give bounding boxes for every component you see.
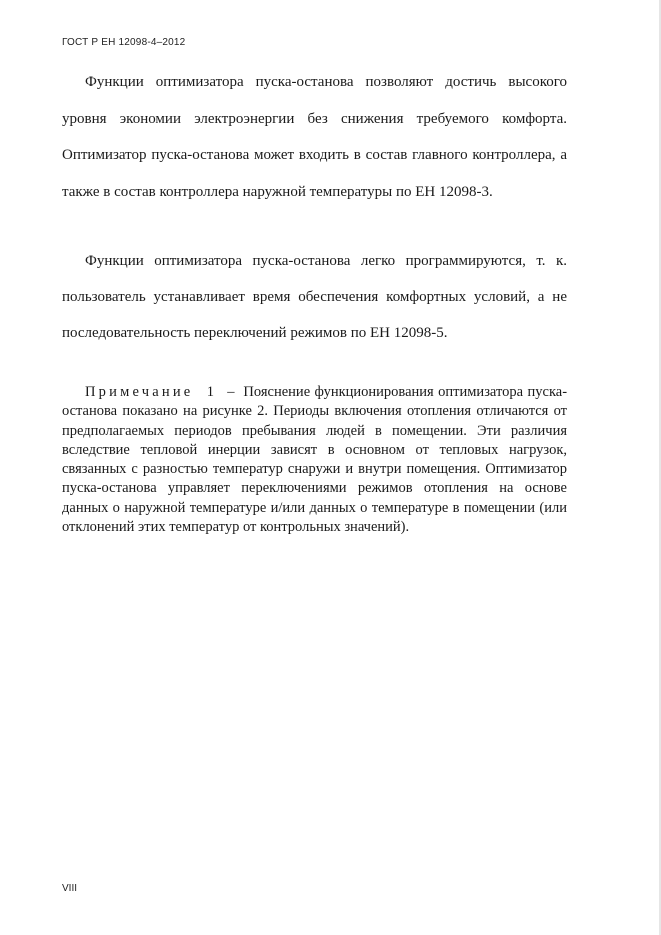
paragraph-2 (62, 243, 567, 351)
note-label: Примечание (85, 384, 194, 400)
paragraph-1-text: Функции оптимизатора пуска-останова позволяют достичь высокого уровня экономии электроэнергии без снижения требуемого комфорта. Оптимизатор пуска-останова может входить в состав главного контроллера, а также в состав контроллера наружной температуры по ЕН 12098-3. (62, 74, 567, 200)
paragraph-1 (62, 64, 567, 210)
note-block (62, 383, 567, 537)
note-number: 1 (206, 384, 214, 400)
note-text: Пояснение функционирования оптимизатора пуска-останова показано на рисунке 2. Периоды включения отопления отличаются от предполагаемых периодов пребывания людей в помещении. Эти различия вследствие тепловой инерции зависят в основном от тепловых нагрузок, связанных с разностью температур снаружи и внутри помещения. Оптимизатор пуска-останова управляет переключениями режимов отопления на основе данных о наружной температуре и/или данных о температуре в помещении (или отклонений этих температур от контрольных значений). (62, 384, 568, 536)
paragraph-2-text: Функции оптимизатора пуска-останова легко программируются, т. к. пользователь устанавливает время обеспечения комфортных условий, а не последовательность переключений режимов по ЕН 12098-5. (62, 253, 567, 341)
page-number: VIII (62, 883, 78, 894)
document-header: ГОСТ Р ЕН 12098-4–2012 (62, 37, 186, 48)
note-dash: – (227, 384, 235, 400)
